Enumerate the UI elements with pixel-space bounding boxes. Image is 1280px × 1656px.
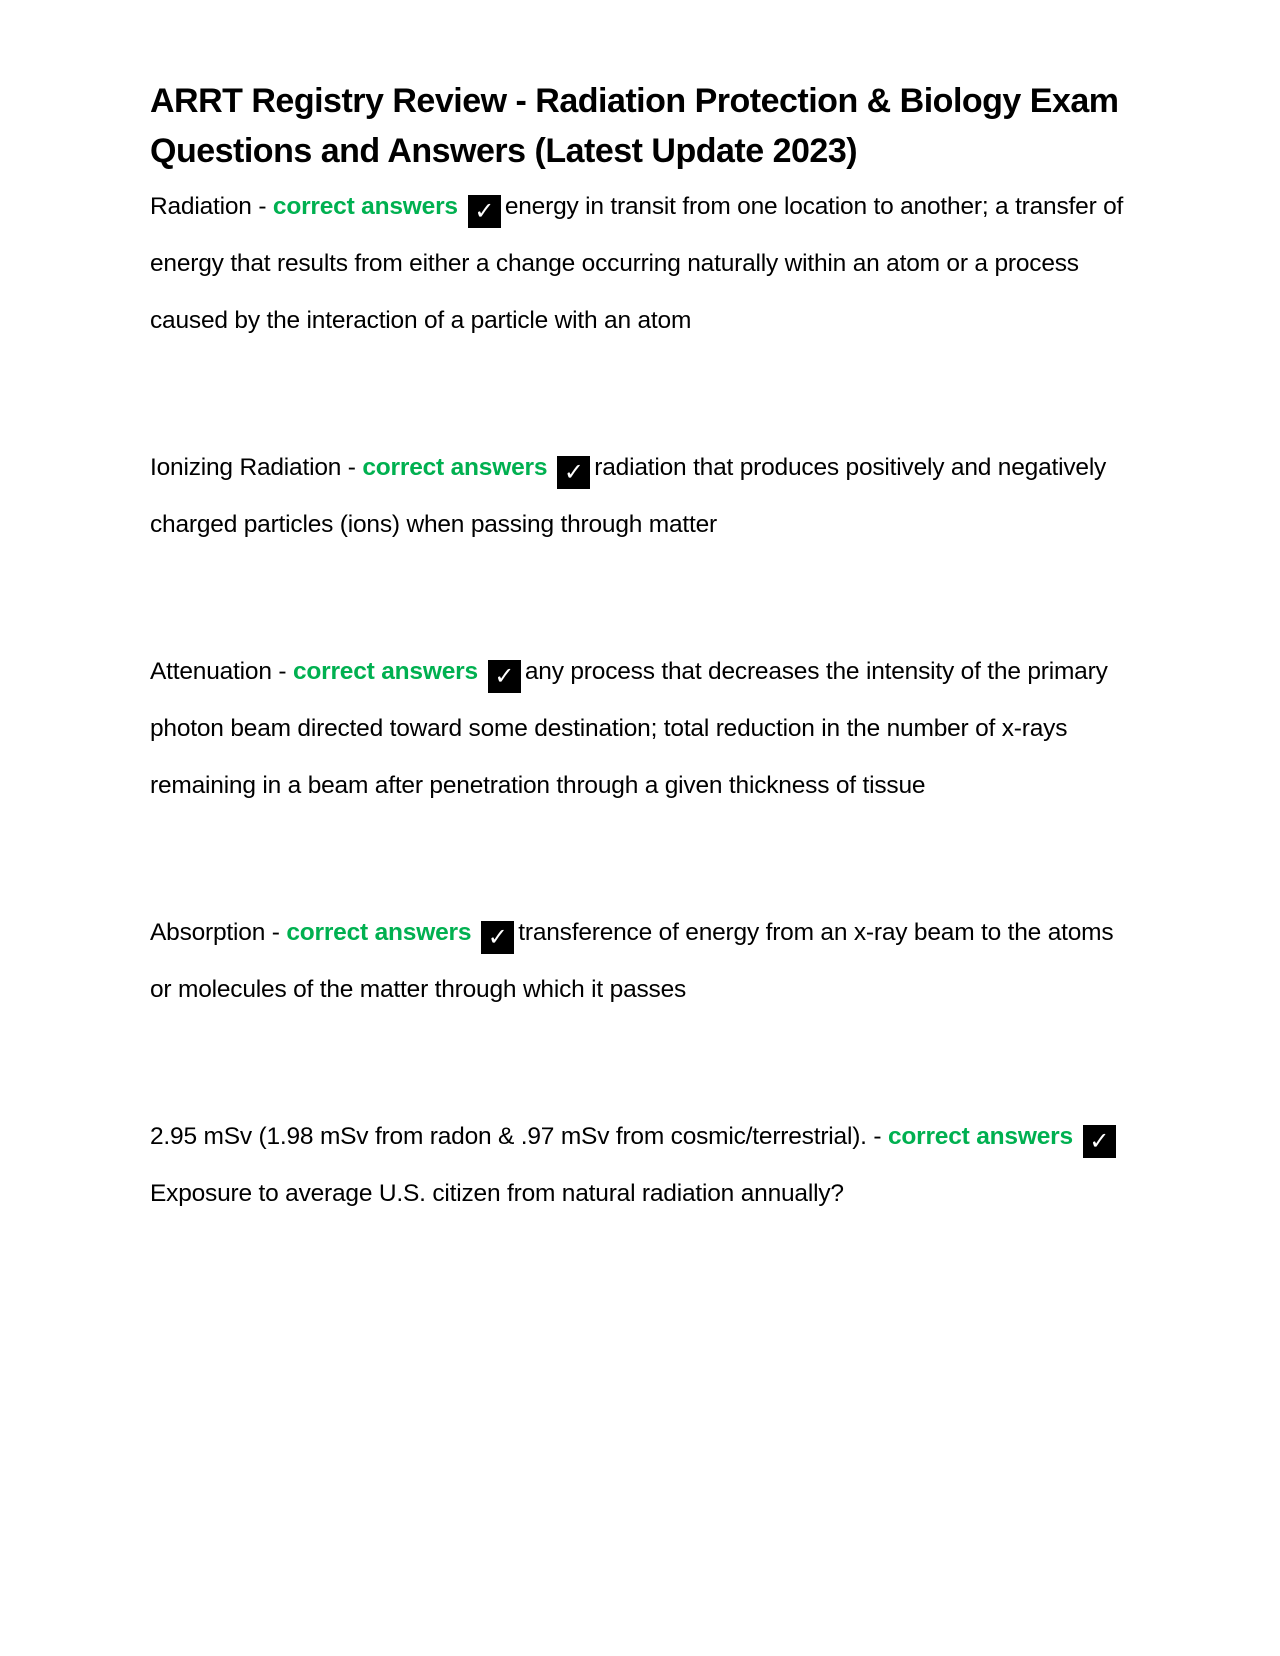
document-title: ARRT Registry Review - Radiation Protection & Biology Exam Questions and Answers (Latest Update 2023) [150, 82, 1119, 170]
term: Radiation - [150, 193, 273, 220]
term: Absorption - [150, 919, 287, 946]
qa-item [150, 439, 1140, 553]
qa-list [150, 178, 1140, 1222]
qa-item [150, 904, 1140, 1018]
checkmark-icon: ✓ [488, 660, 521, 693]
correct-answers-label: correct answers [292, 658, 478, 685]
definition: any process that decreases the intensity of the primary photon beam directed toward some destination; total reduction in the number of x-rays remaining in a beam after penetration through a given thickness of tissue [150, 658, 1108, 799]
term: 2.95 mSv (1.98 mSv from radon & .97 mSv from cosmic/terrestrial). - [150, 1123, 888, 1150]
checkmark-icon: ✓ [468, 195, 501, 228]
checkmark-icon: ✓ [557, 456, 590, 489]
correct-answers-label: correct answers [887, 1123, 1073, 1150]
qa-item [150, 1108, 1140, 1222]
correct-answers-label: correct answers [272, 193, 458, 220]
correct-answers-label: correct answers [362, 454, 548, 481]
correct-answers-label: correct answers [286, 919, 472, 946]
definition: radiation that produces positively and negatively charged particles (ions) when passing through matter [150, 454, 1107, 538]
term: Ionizing Radiation - [150, 454, 363, 481]
term: Attenuation - [150, 658, 293, 685]
qa-item [150, 643, 1140, 814]
checkmark-icon: ✓ [481, 921, 514, 954]
definition: energy in transit from one location to another; a transfer of energy that results from either a change occurring naturally within an atom or a process caused by the interaction of a particle with an atom [150, 193, 1124, 334]
qa-item [150, 178, 1140, 349]
checkmark-icon: ✓ [1083, 1125, 1116, 1158]
definition: Exposure to average U.S. citizen from natural radiation annually? [150, 1180, 844, 1207]
document-page [150, 76, 1140, 1312]
definition: transference of energy from an x-ray beam to the atoms or molecules of the matter through which it passes [150, 919, 1114, 1003]
